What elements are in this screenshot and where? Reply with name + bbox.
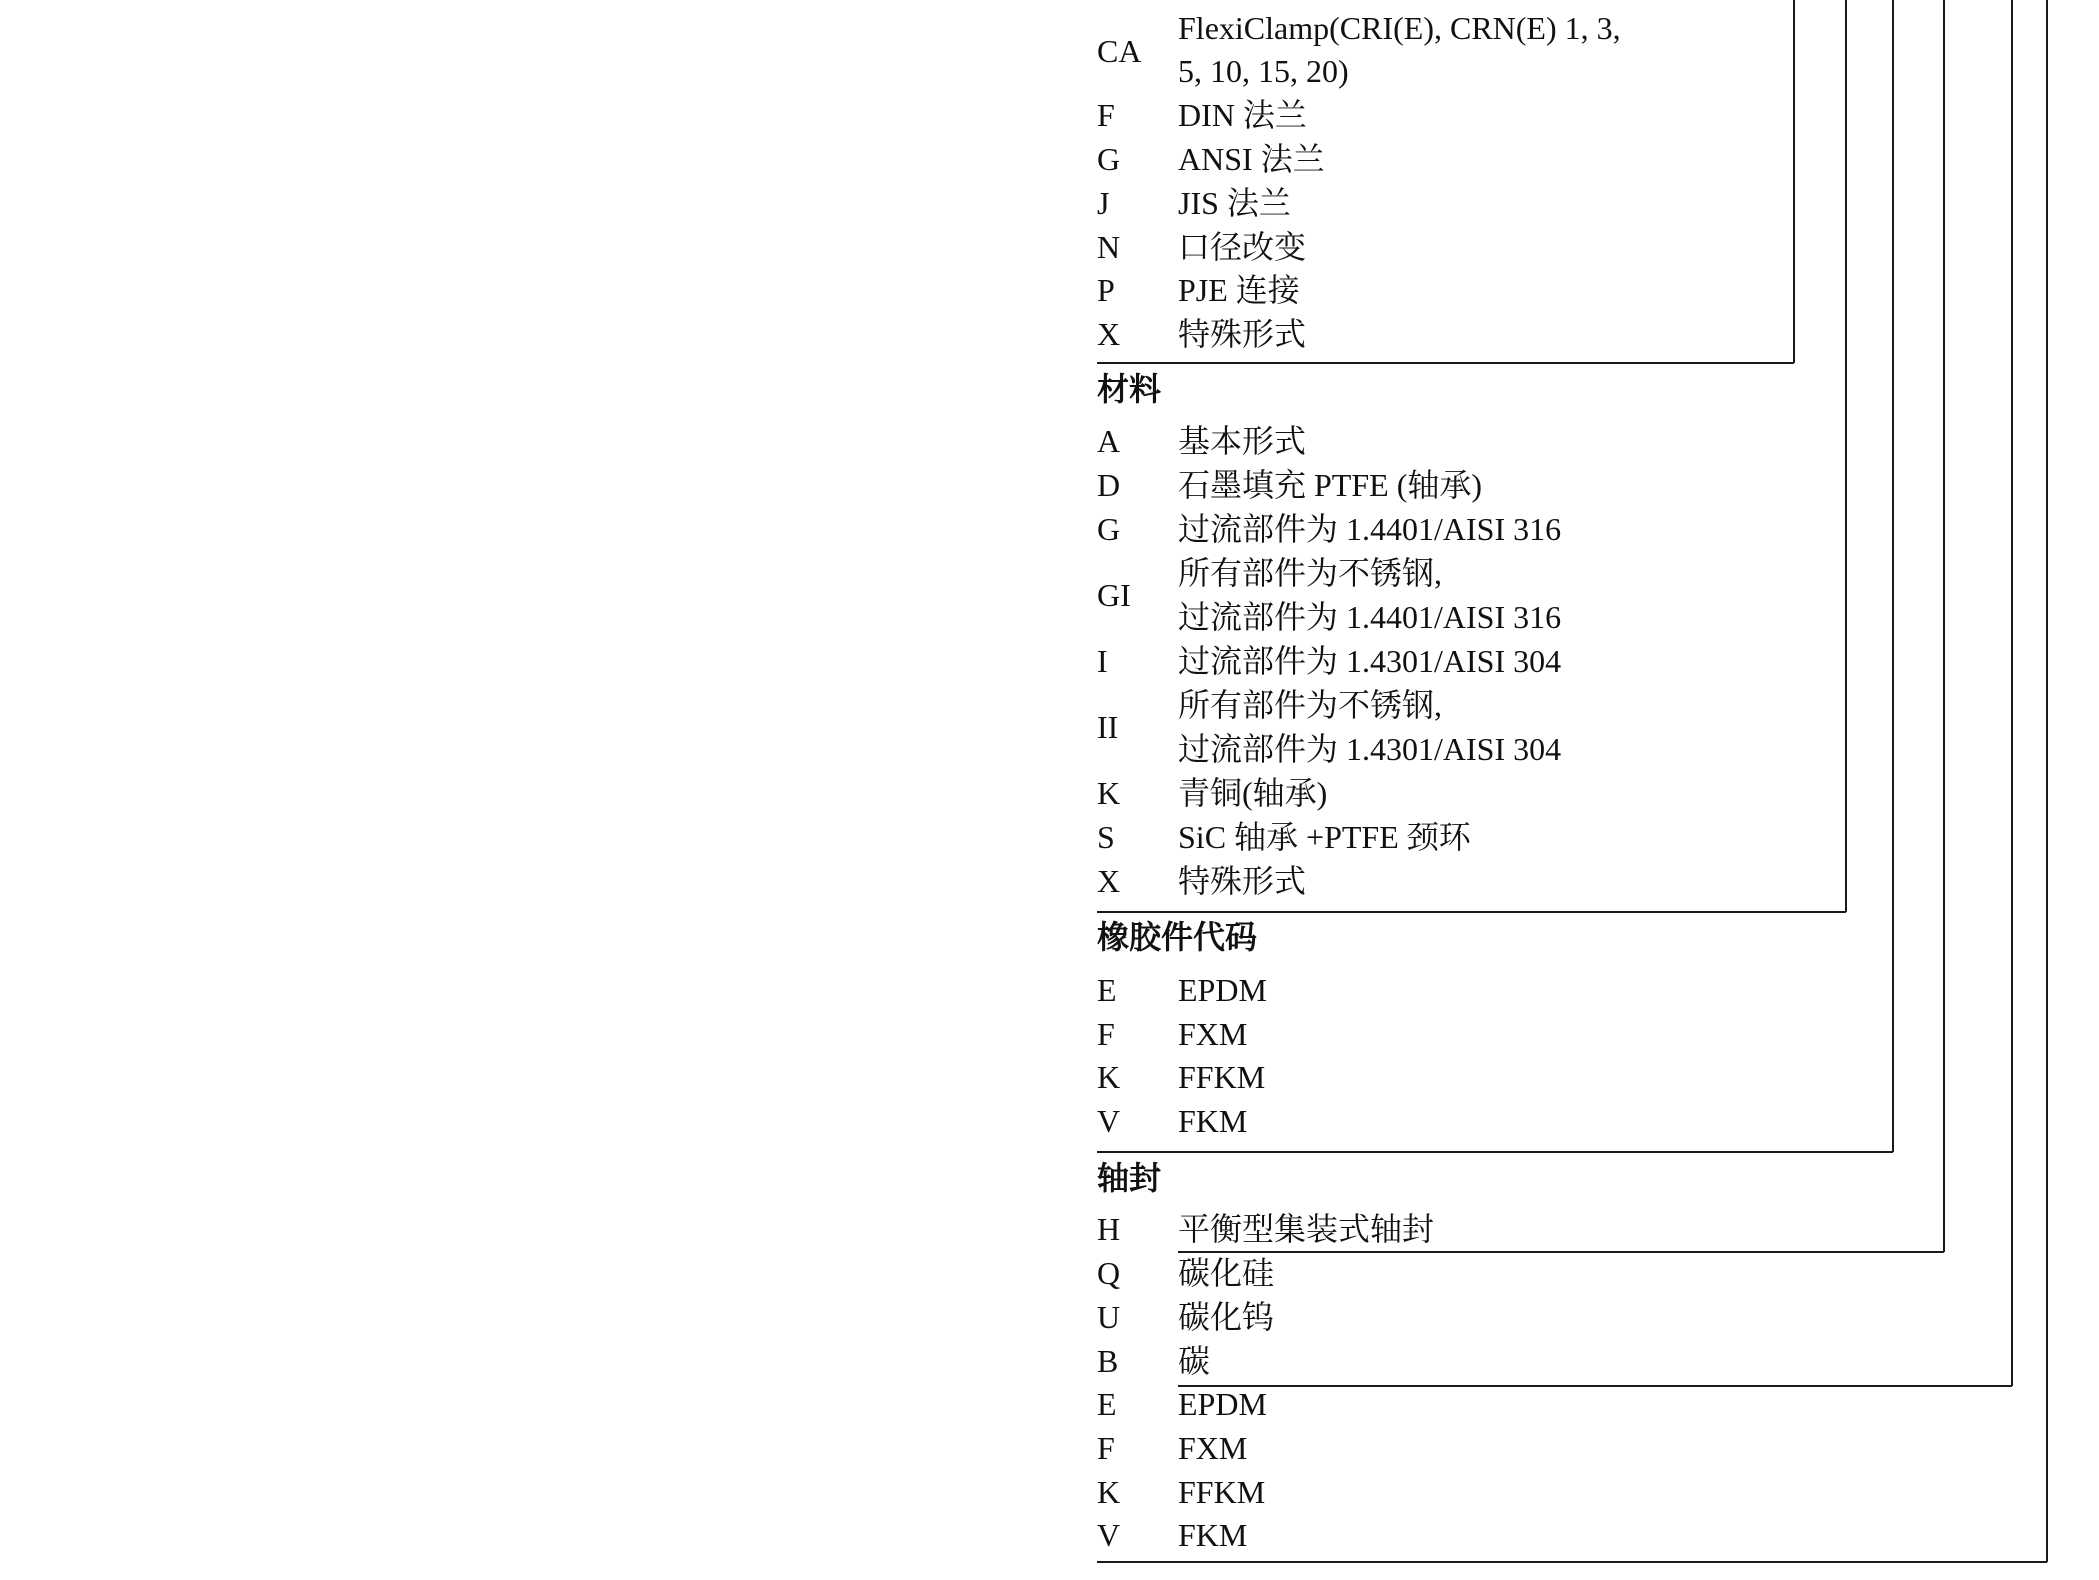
code-label: X [1097,863,1121,899]
description-text: SiC 轴承 +PTFE 颈环 [1178,819,1471,855]
description-text: 特殊形式 [1178,316,1307,352]
code-label: B [1097,1343,1119,1379]
description-text: 青铜(轴承) [1178,775,1328,811]
description-text: FXM [1178,1430,1248,1466]
description-text: FKM [1178,1103,1248,1139]
code-label: K [1097,1474,1121,1510]
description-text: FKM [1178,1517,1248,1553]
materials-heading: 材料 [1097,370,1162,408]
code-label: J [1097,185,1110,221]
seal-face-bracket-vertical [2011,0,2013,1386]
connection-bracket-horizontal [1097,362,1794,364]
code-label: A [1097,423,1121,459]
code-label: N [1097,229,1121,265]
shaft-seal-heading: 轴封 [1097,1159,1162,1197]
description-text: 口径改变 [1178,229,1307,265]
code-label: D [1097,467,1121,503]
seal-face-bracket-horizontal [1178,1385,2012,1387]
code-label: Q [1097,1255,1121,1291]
code-label: F [1097,1430,1115,1466]
materials-bracket-horizontal [1097,911,1846,913]
description-text: 过流部件为 1.4401/AISI 316 [1178,599,1562,635]
code-label: K [1097,775,1121,811]
description-text: 5, 10, 15, 20) [1178,53,1349,89]
seal-type-bracket-horizontal [1178,1251,1944,1253]
description-text: PJE 连接 [1178,272,1300,308]
connection-bracket-vertical [1793,0,1795,363]
description-text: 过流部件为 1.4301/AISI 304 [1178,643,1562,679]
description-text: ANSI 法兰 [1178,141,1325,177]
code-label: X [1097,316,1121,352]
description-text: EPDM [1178,972,1267,1008]
description-text: EPDM [1178,1386,1267,1422]
code-label: GI [1097,577,1131,613]
code-label: S [1097,819,1115,855]
description-text: FFKM [1178,1474,1266,1510]
description-text: 碳化钨 [1178,1299,1275,1335]
description-text: 碳化硅 [1178,1255,1275,1291]
description-text: DIN 法兰 [1178,97,1307,133]
code-label: G [1097,511,1121,547]
description-text: 过流部件为 1.4301/AISI 304 [1178,731,1562,767]
code-label: V [1097,1103,1121,1139]
seal-type-bracket-vertical [1943,0,1945,1252]
description-text: FFKM [1178,1059,1266,1095]
rubber-code-heading: 橡胶件代码 [1097,918,1258,956]
description-text: 基本形式 [1178,423,1307,459]
description-text: 特殊形式 [1178,863,1307,899]
code-label: II [1097,709,1119,745]
code-label: U [1097,1299,1121,1335]
description-text: 石墨填充 PTFE (轴承) [1178,467,1483,503]
description-text: 所有部件为不锈钢, [1178,687,1443,723]
code-label: CA [1097,33,1142,69]
code-label: F [1097,1016,1115,1052]
code-label: K [1097,1059,1121,1095]
code-label: E [1097,1386,1117,1422]
code-label: H [1097,1211,1121,1247]
description-text: 平衡型集装式轴封 [1178,1211,1435,1247]
description-text: FXM [1178,1016,1248,1052]
description-text: 过流部件为 1.4401/AISI 316 [1178,511,1562,547]
seal-rubber-bracket-vertical [2046,0,2048,1562]
code-label: E [1097,972,1117,1008]
seal-rubber-bracket-horizontal [1097,1561,2047,1563]
code-label: V [1097,1517,1121,1553]
description-text: 所有部件为不锈钢, [1178,555,1443,591]
rubber-bracket-vertical [1892,0,1894,1152]
materials-bracket-vertical [1845,0,1847,912]
code-label: G [1097,141,1121,177]
code-label: P [1097,272,1115,308]
code-label: F [1097,97,1115,133]
description-text: 碳 [1178,1343,1211,1379]
description-text: FlexiClamp(CRI(E), CRN(E) 1, 3, [1178,10,1621,46]
code-label: I [1097,643,1108,679]
rubber-bracket-horizontal [1097,1151,1893,1153]
description-text: JIS 法兰 [1178,185,1291,221]
